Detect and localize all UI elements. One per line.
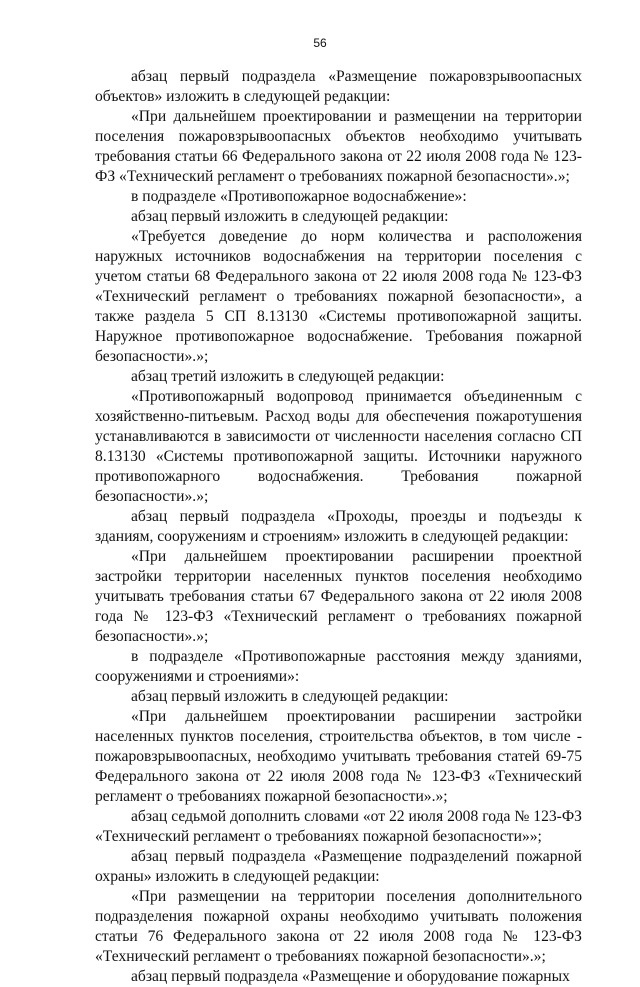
paragraph: «При размещении на территории поселения дополнительного подразделения пожарной охраны необходимо учитывать положения статьи 76 Федерального закона от 22 июля 2008 года № 123-ФЗ «Технический регламент о требованиях пожарной безопасности».»; bbox=[95, 888, 582, 965]
paragraph: «При дальнейшем проектировании и размещении на территории поселения пожаровзрывоопасных объектов необходимо учитывать требования статьи 66 Федерального закона от 22 июля 2008 года № 123-ФЗ «Технический регламент о требованиях пожарной безопасности».»; bbox=[95, 108, 582, 185]
paragraph: «При дальнейшем проектировании расширении проектной застройки территории населенных пунктов поселения необходимо учитывать требования статьи 67 Федерального закона от 22 июля 2008 года № 123-ФЗ «Технический регламент о требованиях пожарной безопасности».»; bbox=[95, 548, 582, 645]
paragraph: «Противопожарный водопровод принимается объединенным с хозяйственно-питьевым. Расход воды для обеспечения пожаротушения устанавливаются в зависимости от численности населения согласно СП 8.13130 «Системы противопожарной защиты. Источники наружного противопожарного водоснабжения. Требования пожарной безопасности».»; bbox=[95, 388, 582, 505]
paragraph: абзац первый подраздела «Размещение пожаровзрывоопасных объектов» изложить в следующей редакции: bbox=[95, 68, 582, 105]
paragraph: в подразделе «Противопожарные расстояния между зданиями, сооружениями и строениями»: bbox=[95, 648, 582, 685]
paragraph: абзац первый подраздела «Размещение и оборудование пожарных bbox=[131, 968, 570, 985]
paragraph: абзац первый изложить в следующей редакции: bbox=[131, 688, 449, 705]
paragraph: абзац третий изложить в следующей редакции: bbox=[131, 368, 445, 385]
paragraph: абзац первый подраздела «Проходы, проезды и подъезды к зданиям, сооружениям и строениям» изложить в следующей редакции: bbox=[95, 508, 582, 545]
document-body bbox=[95, 67, 582, 987]
page-number: 56 bbox=[313, 36, 327, 50]
paragraph: абзац первый изложить в следующей редакции: bbox=[131, 208, 449, 225]
paragraph: «Требуется доведение до норм количества и расположения наружных источников водоснабжения на территории поселения с учетом статьи 68 Федерального закона от 22 июля 2008 года № 123-ФЗ «Технический регламент о требованиях пожарной безопасности», а также раздела 5 СП 8.13130 «Системы противопожарной защиты. Наружное противопожарное водоснабжение. Требования пожарной безопасности».»; bbox=[95, 228, 582, 365]
paragraph: «При дальнейшем проектировании расширении застройки населенных пунктов поселения, строительства объектов, в том числе - пожаровзрывоопасных, необходимо учитывать требования статей 69-75 Федерального закона от 22 июля 2008 года № 123-ФЗ «Технический регламент о требованиях пожарной безопасности».»; bbox=[95, 708, 582, 805]
paragraph: абзац седьмой дополнить словами «от 22 июля 2008 года № 123-ФЗ «Технический регламент о требованиях пожарной безопасности»»; bbox=[95, 808, 582, 845]
paragraph: абзац первый подраздела «Размещение подразделений пожарной охраны» изложить в следующей редакции: bbox=[95, 848, 582, 885]
paragraph: в подразделе «Противопожарное водоснабжение»: bbox=[131, 188, 467, 205]
